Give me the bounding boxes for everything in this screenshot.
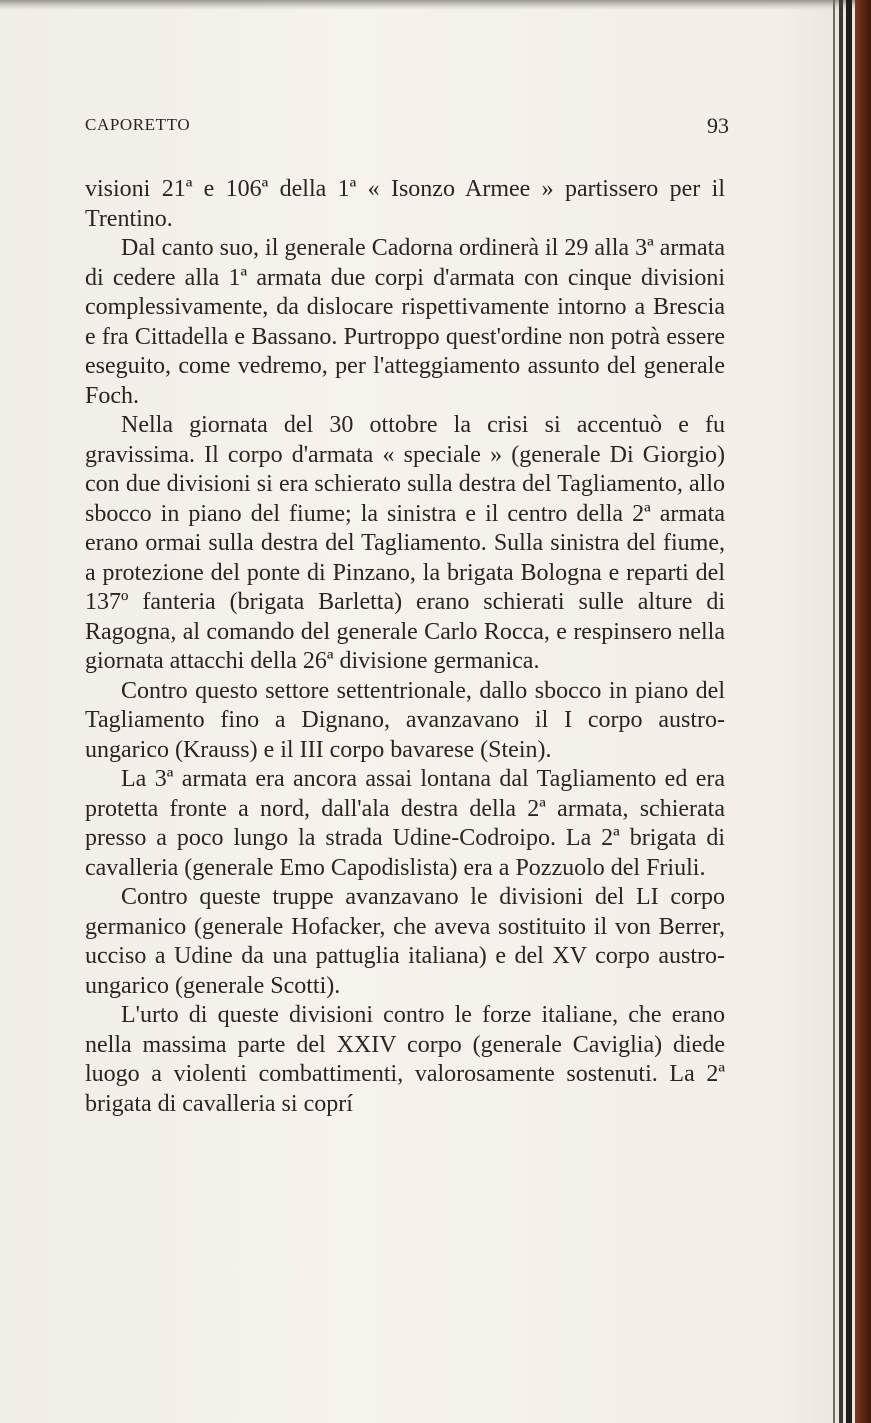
paragraph: Nella giornata del 30 ottobre la crisi si accentuò e fu gravissima. Il corpo d'armata « speciale » (generale Di Giorgio) con due divisioni si era schierato sulla destra del Tagliamento, allo sbocco in piano del fiume; la sinistra e il centro della 2ª armata erano ormai sulla destra del Tagliamento. Sulla sinistra del fiume, a protezione del ponte di Pinzano, la brigata Bologna e reparti del 137º fanteria (brigata Barletta) erano schierati sulle alture di Ragogna, al comando del generale Carlo Rocca, e respinsero nella giornata attacchi della 26ª divisione germanica. <box>85 412 725 674</box>
book-binding-edge <box>855 0 871 1423</box>
body-text <box>85 175 725 1119</box>
paragraph: La 3ª armata era ancora assai lontana dal Tagliamento ed era protetta fronte a nord, dall'ala destra della 2ª armata, schierata presso a poco lungo la strada Udine-Codroipo. La 2ª brigata di cavalleria (generale Emo Capodislista) era a Pozzuolo del Friuli. <box>85 766 725 881</box>
paragraph: Dal canto suo, il generale Cadorna ordinerà il 29 alla 3ª armata di cedere alla 1ª armata due corpi d'armata con cinque divisioni complessivamente, da dislocare rispettivamente intorno a Brescia e fra Cittadella e Bassano. Purtroppo quest'ordine non potrà essere eseguito, come vedremo, per l'atteggiamento assunto del generale Foch. <box>85 235 725 409</box>
book-gutter-shadow <box>846 0 852 1423</box>
page-number: 93 <box>707 113 729 138</box>
paragraph: Contro queste truppe avanzavano le divisioni del LI corpo germanico (generale Hofacker, che aveva sostituito il von Berrer, ucciso a Udine da una pattuglia italiana) e del XV corpo austro-ungarico (generale Scotti). <box>85 884 725 999</box>
paragraph-continued: visioni 21ª e 106ª della 1ª « Isonzo Armee » partissero per il Trentino. <box>85 176 725 232</box>
running-head <box>85 113 729 137</box>
page-edge-line <box>839 0 843 1423</box>
running-title: CAPORETTO <box>85 115 191 134</box>
page-edge-line <box>833 0 835 1423</box>
paragraph: L'urto di queste divisioni contro le forze italiane, che erano nella massima parte del XXIV corpo (generale Caviglia) diede luogo a violenti combattimenti, valorosamente sostenuti. La 2ª brigata di cavalleria si coprí <box>85 1002 725 1117</box>
paragraph: Contro questo settore settentrionale, dallo sbocco in piano del Tagliamento fino a Dignano, avanzavano il I corpo austro-ungarico (Krauss) e il III corpo bavarese (Stein). <box>85 677 725 763</box>
page-top-shadow <box>0 0 871 10</box>
